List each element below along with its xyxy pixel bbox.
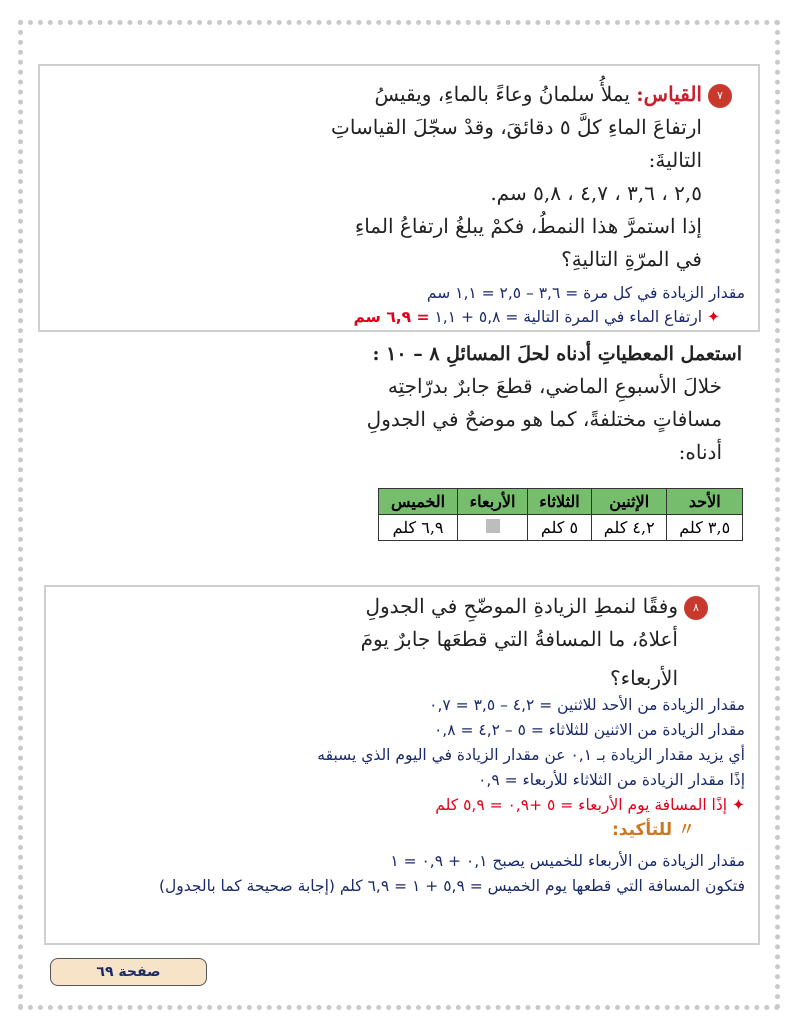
table-header: الإثنين: [591, 489, 667, 515]
answer-result-text: إذًا المسافة يوم الأربعاء = ٥ +٠,٩ = ٥,٩ كلم: [435, 796, 728, 814]
question-line: في المرّةِ التاليةِ؟: [561, 247, 702, 271]
question-7: [172, 78, 732, 276]
star-icon: ✦: [707, 308, 720, 326]
table-header: الأربعاء: [458, 489, 528, 515]
question-number-badge: ٨: [684, 596, 708, 620]
intro-line: مسافاتٍ مختلفةً، كما هو موضحٌ في الجدولِ: [366, 407, 722, 431]
question-8: [148, 590, 708, 695]
confirm-heading: [612, 818, 695, 843]
table-cell: ٣,٥ كلم: [667, 515, 743, 541]
table-header: الثلاثاء: [528, 489, 592, 515]
question-number-badge: ٧: [708, 84, 732, 108]
question-line: أعلاهُ، ما المسافةُ التي قطعَها جابرٌ يومَ: [360, 627, 678, 651]
answer-result: [435, 793, 745, 818]
table-cell: ٦,٩ كلم: [379, 515, 458, 541]
answer-line: إذًا مقدار الزيادة من الثلاثاء للأربعاء = ٠,٩: [478, 771, 745, 789]
table-cell: ٤,٢ كلم: [591, 515, 667, 541]
question-line: ارتفاعَ الماءِ كلَّ ٥ دقائقَ، وقدْ سجّلَ القياساتِ: [331, 115, 702, 139]
missing-value-square: [486, 519, 500, 533]
answer-line: مقدار الزيادة في كل مرة = ٣,٦ – ٢,٥ = ١,١ سم: [426, 284, 745, 302]
answer-result: = ٦,٩ سم: [353, 308, 430, 326]
answer-line: مقدار الزيادة من الاثنين للثلاثاء = ٥ – ٤,٢ = ٠,٨: [433, 721, 745, 739]
question-line: وفقًا لنمطِ الزيادةِ الموضّحِ في الجدولِ: [365, 594, 678, 618]
distance-table: [378, 488, 743, 541]
intro-line: أدناه:: [678, 440, 722, 464]
table-cell: ٥ كلم: [528, 515, 592, 541]
question-line: ٢,٥ ، ٣,٦ ، ٤,٧ ، ٥,٨ سم.: [490, 181, 702, 205]
section-heading: استعمل المعطياتِ أدناه لحلَ المسائلِ ٨ – ١٠ :: [372, 343, 742, 365]
check-mark-icon: 〃: [678, 820, 695, 840]
question-line: يملأُ سلمانُ وعاءً بالماءِ، ويقيسُ: [374, 82, 630, 106]
confirm-label: للتأكيد:: [611, 820, 673, 840]
table-header: الخميس: [379, 489, 458, 515]
answer-text: ارتفاع الماء في المرة التالية = ٥,٨ + ١,١: [429, 308, 703, 326]
table-row: [379, 515, 743, 541]
table-header: الأحد: [667, 489, 743, 515]
data-intro: [162, 370, 722, 469]
confirm-line: فتكون المسافة التي قطعها يوم الخميس = ٥,٩ + ١ = ٦,٩ كلم (إجابة صحيحة كما بالجدول): [158, 877, 745, 895]
answer-line: أي يزيد مقدار الزيادة بـ ٠,١ عن مقدار الزيادة في اليوم الذي يسبقه: [317, 746, 745, 764]
answer-line-final: [354, 305, 720, 330]
confirm-line: مقدار الزيادة من الأربعاء للخميس يصبح ٠,١ + ٠,٩ = ١: [390, 852, 745, 870]
star-icon: ✦: [732, 796, 745, 814]
question-line: إذا استمرَّ هذا النمطُ، فكمْ يبلغُ ارتفاعُ الماءِ: [354, 214, 702, 238]
question-line: الأربعاء؟: [610, 666, 678, 690]
question-line: التاليةَ:: [648, 148, 702, 172]
answer-line: مقدار الزيادة من الأحد للاثنين = ٤,٢ – ٣,٥ = ٠,٧: [429, 696, 745, 714]
question-keyword: القياس:: [636, 82, 702, 106]
table-cell-missing: [458, 515, 528, 541]
page-number-label: صفحة ٦٩: [50, 958, 207, 986]
intro-line: خلالَ الأسبوعِ الماضي، قطعَ جابرٌ بدرّاجتِه: [387, 374, 722, 398]
table-header-row: [379, 489, 743, 515]
